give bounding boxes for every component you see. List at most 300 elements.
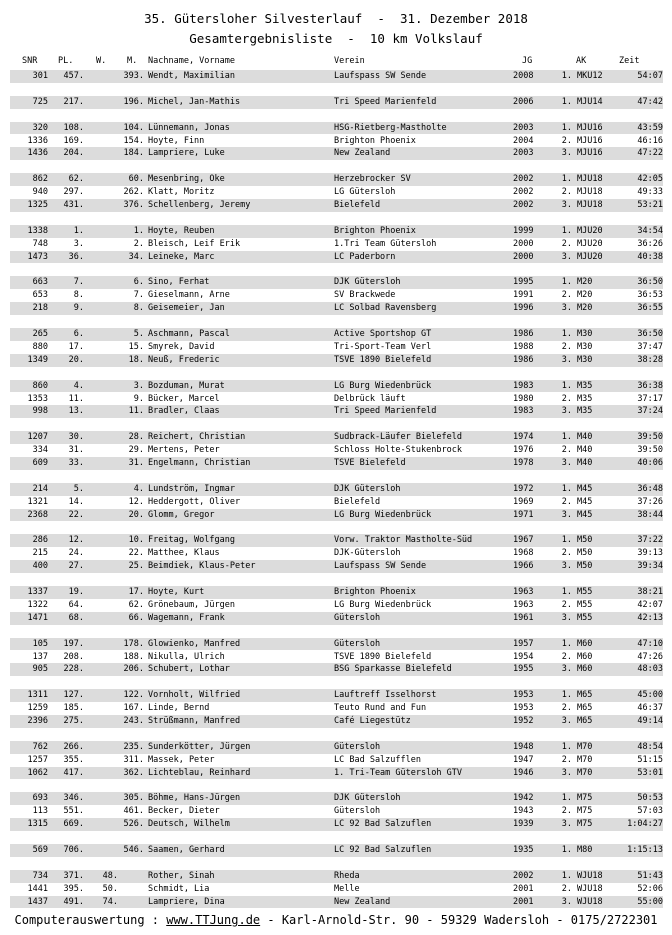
cell-pl: 417. <box>63 767 84 778</box>
cell-snr: 1315 <box>27 819 48 830</box>
cell-verein: LC Bad Salzufflen <box>334 754 421 765</box>
cell-ak: M65 <box>577 690 593 701</box>
cell-pl: 169. <box>63 135 84 146</box>
cell-m: 311. <box>123 754 144 765</box>
cell-pl: 9. <box>73 303 84 314</box>
cell-zeit: 52:06 <box>637 883 663 894</box>
cell-zeit: 37:26 <box>637 496 663 507</box>
cell-ak: M30 <box>577 354 593 365</box>
table-row <box>10 483 663 496</box>
cell-pl: 4. <box>73 380 84 391</box>
cell-name: Geisemeier, Jan <box>148 303 225 314</box>
cell-m: 7. <box>133 290 144 301</box>
cell-ak-rank: 2. <box>561 703 572 714</box>
cell-jg: 1935 <box>513 845 534 855</box>
cell-name: Saamen, Gerhard <box>148 845 225 855</box>
cell-ak: M70 <box>577 741 593 752</box>
cell-w: 50. <box>102 883 118 894</box>
cell-zeit: 40:38 <box>637 251 663 262</box>
cell-ak-rank: 2. <box>561 496 572 507</box>
table-row <box>10 715 663 728</box>
table-row <box>10 135 663 148</box>
cell-jg: 1943 <box>513 806 534 817</box>
cell-ak: MJU18 <box>577 174 603 185</box>
table-row <box>10 405 663 418</box>
cell-zeit: 46:16 <box>637 135 663 146</box>
cell-jg: 1978 <box>513 458 534 468</box>
cell-ak-rank: 2. <box>561 651 572 662</box>
cell-ak-rank: 3. <box>561 354 572 365</box>
page-subtitle: Gesamtergebnisliste - 10 km Volkslauf <box>189 31 483 46</box>
cell-snr: 1436 <box>27 148 48 159</box>
cell-verein: Schloss Holte-Stukenbrock <box>334 445 462 456</box>
cell-jg: 1948 <box>513 741 534 752</box>
cell-jg: 1953 <box>513 690 534 701</box>
table-row <box>10 844 663 857</box>
cell-name: Schmidt, Lia <box>148 883 210 894</box>
cell-ak: MJU16 <box>577 148 603 159</box>
cell-pl: 17. <box>68 341 84 352</box>
cell-jg: 1963 <box>513 599 534 610</box>
cell-pl: 27. <box>68 561 84 572</box>
cell-snr: 2368 <box>27 509 48 520</box>
table-row <box>10 534 663 547</box>
cell-jg: 1942 <box>513 793 534 804</box>
cell-jg: 1961 <box>513 612 534 623</box>
cell-snr: 1062 <box>27 767 48 778</box>
cell-pl: 127. <box>63 690 84 701</box>
table-row <box>10 896 663 909</box>
cell-m: 376. <box>123 200 144 210</box>
cell-verein: New Zealand <box>334 148 391 159</box>
cell-ak: M35 <box>577 393 593 404</box>
cell-name: Hoyte, Finn <box>148 135 205 146</box>
cell-verein: HSG-Rietberg-Mastholte <box>334 122 447 133</box>
cell-verein: Gütersloh <box>334 638 381 649</box>
cell-pl: 266. <box>63 741 84 752</box>
cell-ak-rank: 2. <box>561 341 572 352</box>
cell-zeit: 49:33 <box>637 187 663 198</box>
cell-name: Lundström, Ingmar <box>148 483 235 494</box>
cell-ak-rank: 3. <box>561 458 572 468</box>
table-row <box>10 457 663 470</box>
cell-verein: LG Gütersloh <box>334 187 396 198</box>
cell-pl: 68. <box>68 612 84 623</box>
cell-name: Hoyte, Reuben <box>148 225 215 236</box>
cell-ak-rank: 3. <box>561 509 572 520</box>
cell-pl: 11. <box>68 393 84 404</box>
cell-snr: 1311 <box>27 690 48 701</box>
cell-pl: 185. <box>63 703 84 714</box>
cell-pl: 297. <box>63 187 84 198</box>
cell-ak: MJU16 <box>577 122 603 133</box>
table-row <box>10 767 663 780</box>
cell-ak-rank: 3. <box>561 716 572 726</box>
footer-link[interactable]: www.TTJung.de <box>166 913 261 927</box>
cell-m: 206. <box>123 664 144 675</box>
cell-pl: 14. <box>68 496 84 507</box>
cell-snr: 1441 <box>27 883 48 894</box>
cell-pl: 13. <box>68 406 84 417</box>
cell-m: 10. <box>128 535 144 546</box>
cell-verein: 1. Tri-Team Gütersloh GTV <box>334 767 462 778</box>
cell-verein: Bielefeld <box>334 200 381 210</box>
table-row <box>10 560 663 573</box>
table-row <box>10 702 663 715</box>
cell-name: Lünnemann, Jonas <box>148 122 230 133</box>
cell-m: 154. <box>123 135 144 146</box>
cell-ak-rank: 1. <box>561 225 572 236</box>
cell-name: Strüßmann, Manfred <box>148 716 241 726</box>
cell-ak-rank: 3. <box>561 767 572 778</box>
cell-zeit: 42:05 <box>637 174 663 185</box>
cell-verein: Teuto Rund and Fun <box>334 703 427 714</box>
cell-ak: M60 <box>577 638 593 649</box>
table-row <box>10 599 663 612</box>
cell-zeit: 36:50 <box>637 277 663 288</box>
cell-pl: 64. <box>68 599 84 610</box>
cell-pl: 355. <box>63 754 84 765</box>
cell-name: Lampriere, Luke <box>148 148 225 159</box>
cell-verein: DJK Gütersloh <box>334 277 401 288</box>
page-title: 35. Gütersloher Silvesterlauf - 31. Dezember 2018 <box>144 11 528 26</box>
cell-ak: M20 <box>577 277 593 288</box>
cell-zeit: 42:13 <box>637 612 663 623</box>
cell-pl: 33. <box>68 458 84 468</box>
cell-ak-rank: 2. <box>561 393 572 404</box>
cell-m: 11. <box>128 406 144 417</box>
cell-m: 25. <box>128 561 144 572</box>
cell-verein: Sudbrack-Läufer Bielefeld <box>334 432 462 443</box>
cell-verein: DJK Gütersloh <box>334 793 401 804</box>
cell-zeit: 49:14 <box>637 716 663 726</box>
cell-snr: 860 <box>32 380 48 391</box>
cell-pl: 431. <box>63 200 84 210</box>
cell-snr: 998 <box>32 406 48 417</box>
cell-m: 15. <box>128 341 144 352</box>
cell-jg: 1957 <box>513 638 534 649</box>
cell-m: 31. <box>128 458 144 468</box>
cell-name: Heddergott, Oliver <box>148 496 241 507</box>
cell-name: Mertens, Peter <box>148 445 220 456</box>
cell-snr: 1338 <box>27 225 48 236</box>
cell-ak-rank: 1. <box>561 71 572 81</box>
cell-ak: M20 <box>577 290 593 301</box>
cell-ak-rank: 1. <box>561 845 572 855</box>
cell-pl: 7. <box>73 277 84 288</box>
cell-ak: M35 <box>577 406 593 417</box>
cell-snr: 734 <box>32 870 48 881</box>
cell-ak: M45 <box>577 496 593 507</box>
cell-pl: 5. <box>73 483 84 494</box>
cell-verein: TSVE Bielefeld <box>334 458 406 468</box>
table-row <box>10 663 663 676</box>
table-row <box>10 883 663 896</box>
cell-m: 235. <box>123 741 144 752</box>
cell-m: 9. <box>133 393 144 404</box>
cell-ak: M40 <box>577 458 593 468</box>
cell-zeit: 39:50 <box>637 445 663 456</box>
cell-m: 461. <box>123 806 144 817</box>
cell-name: Bücker, Marcel <box>148 393 220 404</box>
cell-zeit: 50:53 <box>637 793 663 804</box>
cell-ak: MJU20 <box>577 225 603 236</box>
cell-jg: 1952 <box>513 716 534 726</box>
cell-pl: 346. <box>63 793 84 804</box>
cell-name: Hoyte, Kurt <box>148 587 205 597</box>
cell-jg: 1971 <box>513 509 534 520</box>
cell-pl: 24. <box>68 548 84 559</box>
cell-zeit: 37:24 <box>637 406 663 417</box>
cell-ak-rank: 2. <box>561 599 572 610</box>
cell-ak-rank: 1. <box>561 432 572 443</box>
cell-jg: 2001 <box>513 883 534 894</box>
cell-name: Bleisch, Leif Erik <box>148 238 241 249</box>
cell-zeit: 53:21 <box>637 200 663 210</box>
cell-m: 20. <box>128 509 144 520</box>
cell-pl: 275. <box>63 716 84 726</box>
cell-verein: LC 92 Bad Salzuflen <box>334 845 432 855</box>
cell-m: 305. <box>123 793 144 804</box>
cell-snr: 400 <box>32 561 48 572</box>
cell-snr: 1322 <box>27 599 48 610</box>
cell-ak: M70 <box>577 767 593 778</box>
cell-snr: 725 <box>32 96 48 107</box>
cell-ak-rank: 1. <box>561 535 572 546</box>
cell-ak: M30 <box>577 341 593 352</box>
cell-zeit: 51:43 <box>637 870 663 881</box>
cell-zeit: 51:15 <box>637 754 663 765</box>
table-row <box>10 96 663 109</box>
cell-snr: 1257 <box>27 754 48 765</box>
cell-name: Wagemann, Frank <box>148 612 225 623</box>
cell-zeit: 47:10 <box>637 638 663 649</box>
table-row <box>10 651 663 664</box>
cell-name: Böhme, Hans-Jürgen <box>148 793 241 804</box>
table-row <box>10 754 663 767</box>
table-row <box>10 199 663 212</box>
table-row <box>10 870 663 883</box>
cell-snr: 105 <box>32 638 48 649</box>
cell-jg: 1991 <box>513 290 534 301</box>
cell-jg: 2000 <box>513 238 534 249</box>
cell-pl: 8. <box>73 290 84 301</box>
cell-m: 2. <box>133 238 144 249</box>
cell-snr: 569 <box>32 845 48 855</box>
cell-snr: 609 <box>32 458 48 468</box>
cell-jg: 2004 <box>513 135 534 146</box>
cell-snr: 1336 <box>27 135 48 146</box>
table-row <box>10 147 663 160</box>
cell-snr: 113 <box>32 806 48 817</box>
table-row <box>10 444 663 457</box>
cell-ak: M45 <box>577 509 593 520</box>
cell-pl: 371. <box>63 870 84 881</box>
cell-snr: 1325 <box>27 200 48 210</box>
cell-ak: M80 <box>577 845 593 855</box>
cell-verein: Tri Speed Marienfeld <box>334 96 437 107</box>
cell-ak: M40 <box>577 445 593 456</box>
cell-name: Linde, Bernd <box>148 703 210 714</box>
cell-ak-rank: 3. <box>561 200 572 210</box>
cell-verein: LC 92 Bad Salzuflen <box>334 819 432 830</box>
col-name: Nachname, Vorname <box>148 56 235 66</box>
cell-ak-rank: 2. <box>561 754 572 765</box>
cell-w: 48. <box>102 870 118 881</box>
cell-m: 4. <box>133 483 144 494</box>
cell-jg: 2008 <box>513 71 534 81</box>
cell-m: 184. <box>123 148 144 159</box>
cell-ak: MJU18 <box>577 200 603 210</box>
cell-m: 28. <box>128 432 144 443</box>
cell-pl: 217. <box>63 96 84 107</box>
cell-pl: 30. <box>68 432 84 443</box>
cell-name: Wendt, Maximilian <box>148 71 235 81</box>
cell-pl: 1. <box>73 225 84 236</box>
cell-jg: 1946 <box>513 767 534 778</box>
cell-ak-rank: 2. <box>561 548 572 559</box>
cell-verein: LC Solbad Ravensberg <box>334 303 437 314</box>
cell-zeit: 34:54 <box>637 225 663 236</box>
table-row <box>10 612 663 625</box>
cell-m: 188. <box>123 651 144 662</box>
cell-name: Beimdiek, Klaus-Peter <box>148 561 256 572</box>
cell-zeit: 1:04:27 <box>627 819 663 830</box>
cell-snr: 748 <box>32 238 48 249</box>
cell-verein: LC Paderborn <box>334 251 396 262</box>
cell-verein: DJK Gütersloh <box>334 483 401 494</box>
cell-name: Massek, Peter <box>148 754 215 765</box>
cell-ak: M55 <box>577 587 593 597</box>
cell-ak-rank: 3. <box>561 896 572 907</box>
cell-zeit: 40:06 <box>637 458 663 468</box>
cell-ak: M20 <box>577 303 593 314</box>
table-row <box>10 638 663 651</box>
table-row <box>10 431 663 444</box>
cell-ak: M50 <box>577 561 593 572</box>
table-row <box>10 792 663 805</box>
cell-zeit: 47:22 <box>637 148 663 159</box>
cell-name: Gieselmann, Arne <box>148 290 230 301</box>
cell-ak-rank: 2. <box>561 238 572 249</box>
cell-ak: M30 <box>577 329 593 339</box>
cell-zeit: 48:54 <box>637 741 663 752</box>
cell-verein: Gütersloh <box>334 741 381 752</box>
cell-ak-rank: 3. <box>561 148 572 159</box>
cell-jg: 1966 <box>513 561 534 572</box>
cell-ak-rank: 1. <box>561 793 572 804</box>
cell-verein: Delbrück läuft <box>334 393 406 404</box>
cell-zeit: 43:59 <box>637 122 663 133</box>
cell-ak-rank: 2. <box>561 806 572 817</box>
cell-ak-rank: 1. <box>561 741 572 752</box>
col-verein: Verein <box>334 56 365 66</box>
cell-snr: 1437 <box>27 896 48 907</box>
cell-verein: Melle <box>334 883 360 894</box>
cell-m: 167. <box>123 703 144 714</box>
cell-ak: M40 <box>577 432 593 443</box>
cell-ak: M65 <box>577 716 593 726</box>
cell-ak-rank: 2. <box>561 445 572 456</box>
cell-ak-rank: 3. <box>561 251 572 262</box>
cell-zeit: 36:50 <box>637 329 663 339</box>
cell-pl: 669. <box>63 819 84 830</box>
cell-verein: New Zealand <box>334 896 391 907</box>
cell-jg: 1983 <box>513 380 534 391</box>
cell-zeit: 47:26 <box>637 651 663 662</box>
col-pl: PL. <box>58 56 74 66</box>
cell-snr: 1349 <box>27 354 48 365</box>
cell-name: Sunderkötter, Jürgen <box>148 741 251 752</box>
cell-jg: 1986 <box>513 329 534 339</box>
cell-verein: Rheda <box>334 870 360 881</box>
cell-snr: 880 <box>32 341 48 352</box>
cell-snr: 1337 <box>27 587 48 597</box>
cell-zeit: 48:03 <box>637 664 663 675</box>
cell-ak: MJU18 <box>577 187 603 198</box>
cell-jg: 2006 <box>513 96 534 107</box>
cell-pl: 20. <box>68 354 84 365</box>
cell-ak: M55 <box>577 612 593 623</box>
cell-pl: 204. <box>63 148 84 159</box>
cell-snr: 663 <box>32 277 48 288</box>
cell-name: Bradler, Claas <box>148 406 220 417</box>
cell-snr: 862 <box>32 174 48 185</box>
table-row <box>10 289 663 302</box>
cell-m: 12. <box>128 496 144 507</box>
cell-verein: Herzebrocker SV <box>334 174 411 185</box>
cell-verein: Gütersloh <box>334 806 381 817</box>
cell-verein: BSG Sparkasse Bielefeld <box>334 664 452 675</box>
cell-ak: M50 <box>577 548 593 559</box>
cell-pl: 551. <box>63 806 84 817</box>
table-row <box>10 586 663 599</box>
cell-ak: WJU18 <box>577 896 603 907</box>
cell-jg: 1995 <box>513 277 534 288</box>
cell-ak: M50 <box>577 535 593 546</box>
cell-snr: 2396 <box>27 716 48 726</box>
cell-zeit: 38:44 <box>637 509 663 520</box>
cell-name: Bozduman, Murat <box>148 380 225 391</box>
cell-name: Becker, Dieter <box>148 806 220 817</box>
cell-name: Lampriere, Dina <box>148 896 225 907</box>
cell-zeit: 42:07 <box>637 599 663 610</box>
table-row <box>10 122 663 135</box>
cell-ak: M65 <box>577 703 593 714</box>
cell-snr: 1321 <box>27 496 48 507</box>
cell-verein: TSVE 1890 Bielefeld <box>334 651 432 662</box>
cell-jg: 1939 <box>513 819 534 830</box>
cell-ak: WJU18 <box>577 870 603 881</box>
cell-name: Reichert, Christian <box>148 432 246 443</box>
cell-pl: 19. <box>68 587 84 597</box>
cell-name: Freitag, Wolfgang <box>148 535 235 546</box>
cell-verein: Bielefeld <box>334 496 381 507</box>
cell-snr: 301 <box>32 71 48 81</box>
cell-ak: M55 <box>577 599 593 610</box>
cell-zeit: 36:55 <box>637 303 663 314</box>
cell-m: 8. <box>133 303 144 314</box>
table-row <box>10 741 663 754</box>
cell-m: 178. <box>123 638 144 649</box>
cell-ak-rank: 1. <box>561 329 572 339</box>
cell-m: 393. <box>123 71 144 81</box>
cell-ak-rank: 1. <box>561 380 572 391</box>
cell-verein: Brighton Phoenix <box>334 225 416 236</box>
footer <box>0 912 672 928</box>
table-row <box>10 173 663 186</box>
cell-verein: LG Burg Wiedenbrück <box>334 380 432 391</box>
